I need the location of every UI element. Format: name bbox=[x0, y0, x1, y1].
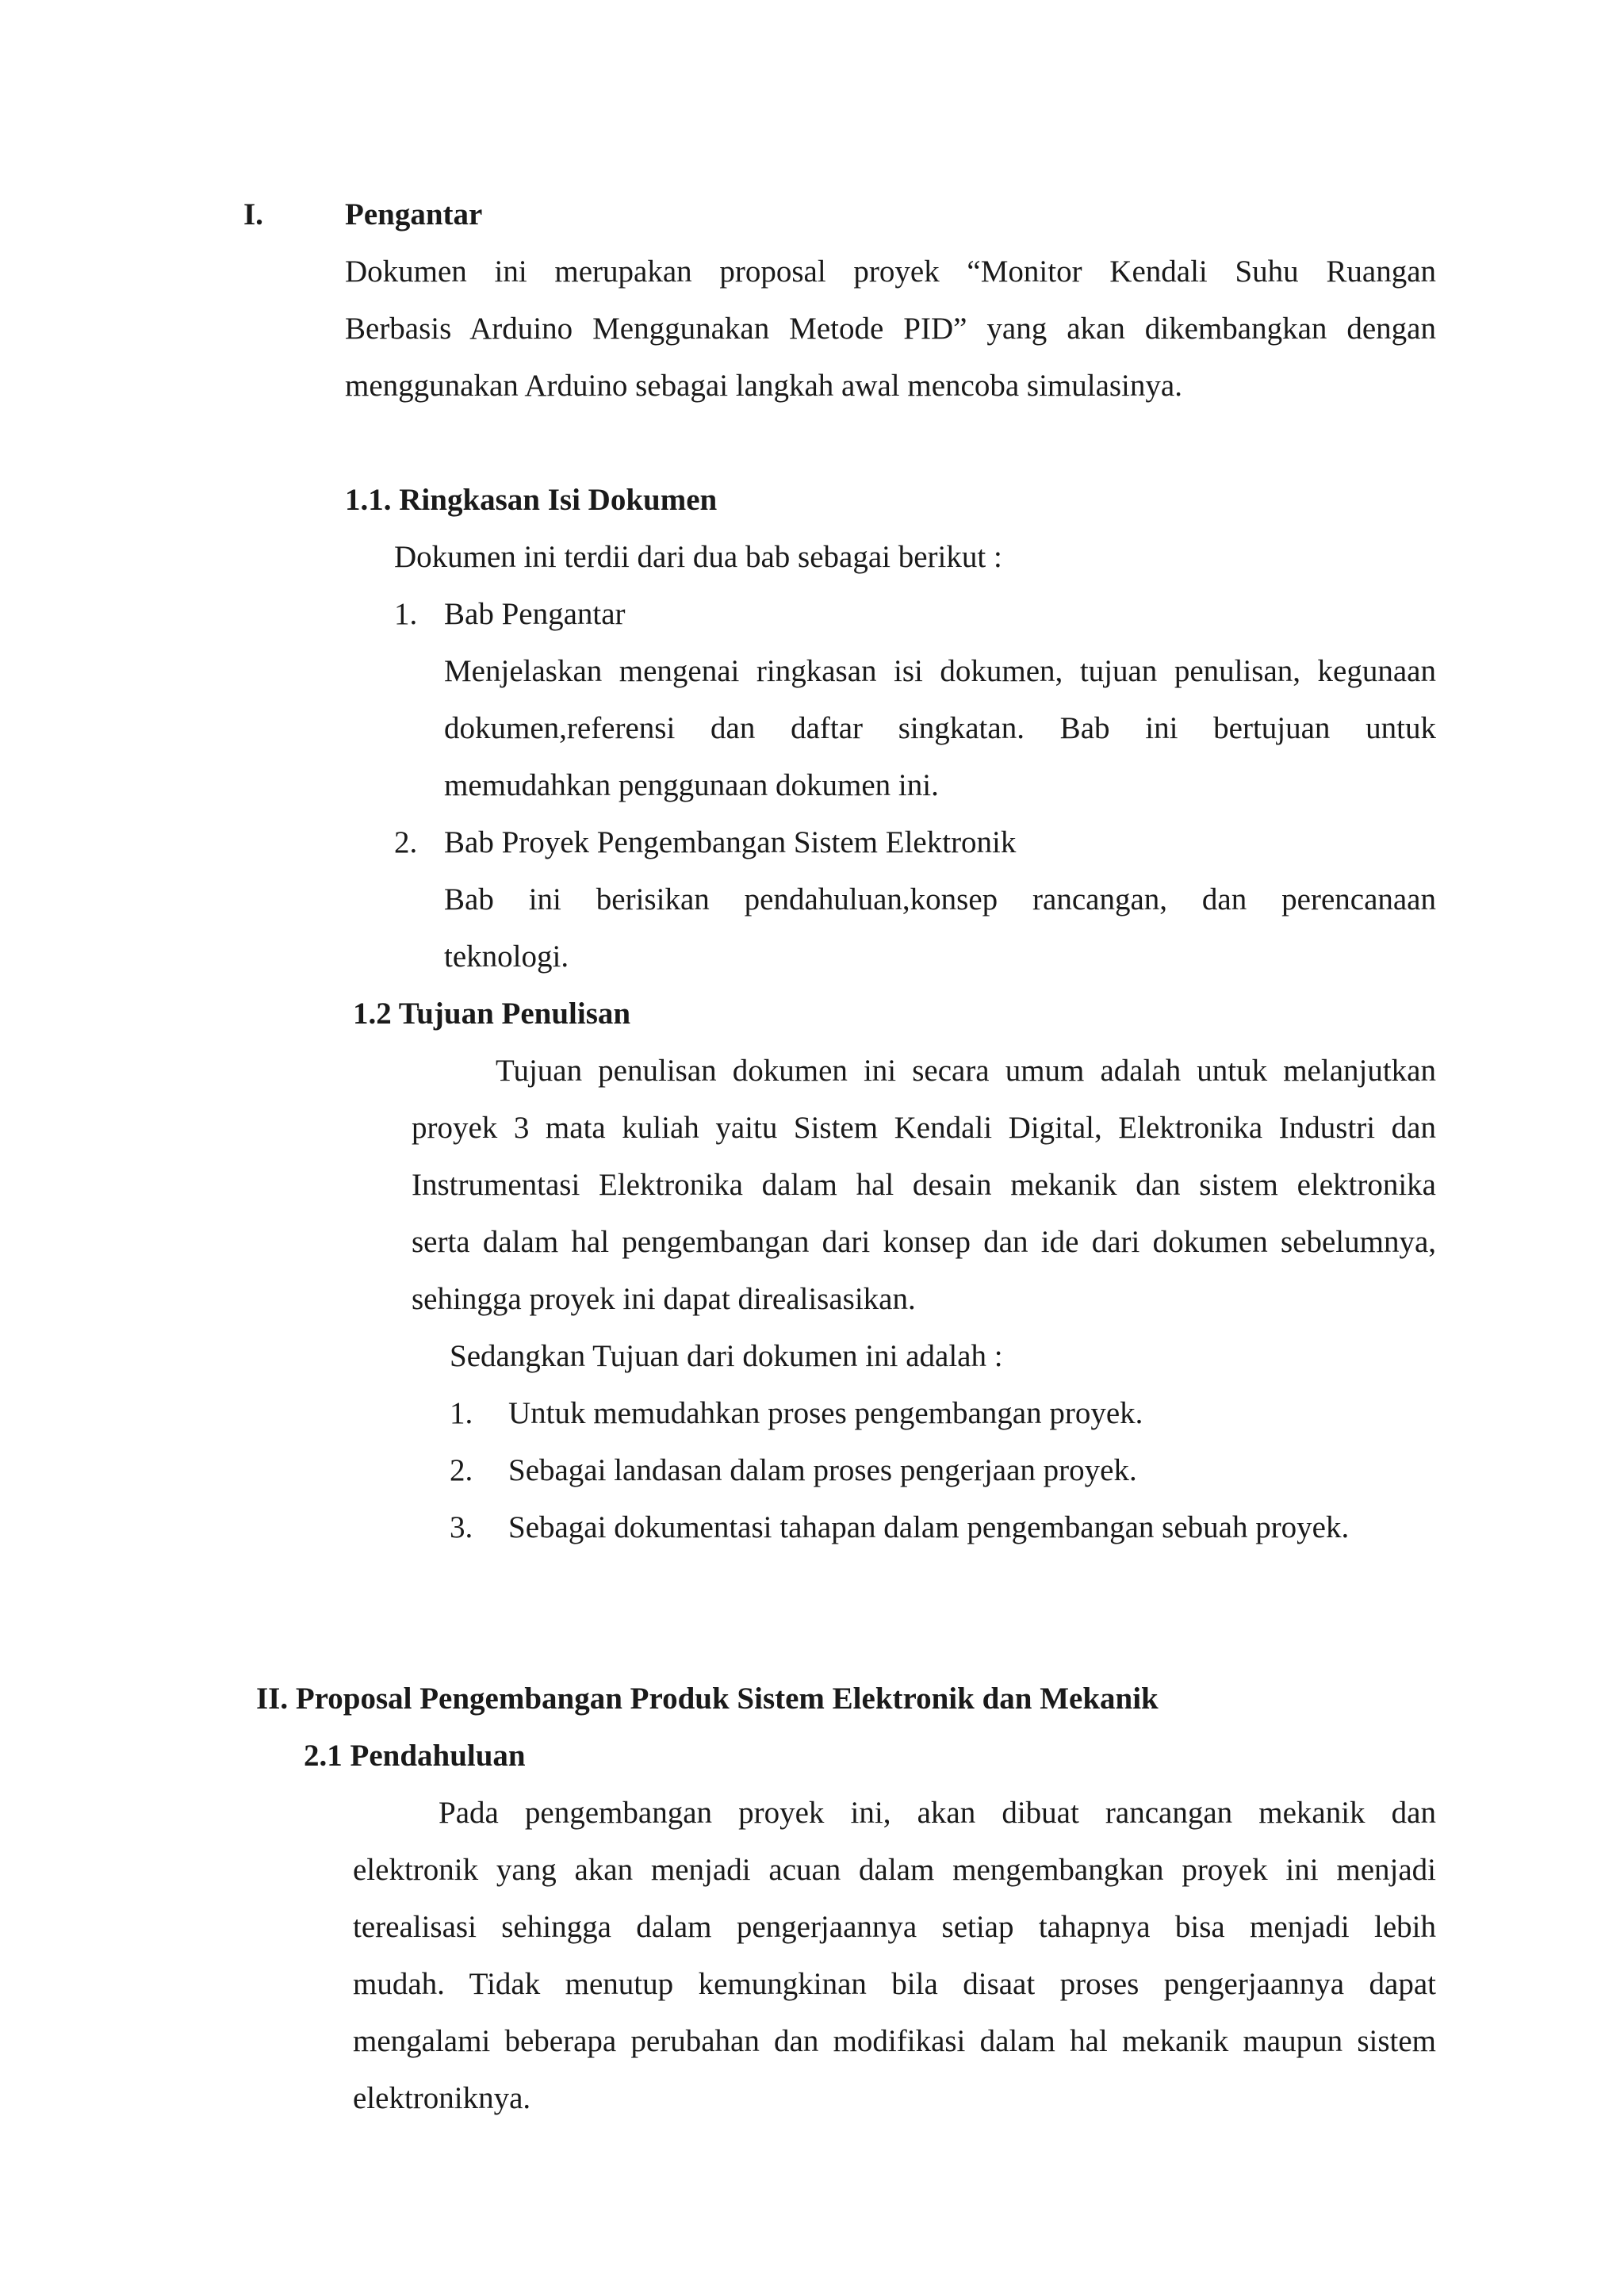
subsection-1-2-paragraph-line-3: Instrumentasi Elektronika dalam hal desain mekanik dan sistem elektronika bbox=[412, 1168, 1436, 1202]
list-item-number: 1. bbox=[450, 1396, 473, 1430]
subsection-1-2-paragraph-line-2: proyek 3 mata kuliah yaitu Sistem Kendali Digital, Elektronika Industri dan bbox=[412, 1111, 1436, 1145]
subsection-1-1-intro: Dokumen ini terdii dari dua bab sebagai berikut : bbox=[394, 540, 1002, 574]
section-1-paragraph-line-3: menggunakan Arduino sebagai langkah awal mencoba simulasinya. bbox=[345, 369, 1182, 403]
list-item-title: Bab Pengantar bbox=[444, 597, 626, 631]
list-item-description-line-3: memudahkan penggunaan dokumen ini. bbox=[444, 768, 939, 802]
subsection-1-1-heading: 1.1. Ringkasan Isi Dokumen bbox=[345, 483, 718, 517]
list-item-description-line-1: Bab ini berisikan pendahuluan,konsep rancangan, dan perencanaan bbox=[444, 882, 1436, 916]
subsection-1-2-paragraph-line-1: Tujuan penulisan dokumen ini secara umum adalah untuk melanjutkan bbox=[496, 1054, 1436, 1088]
list-item-number: 2. bbox=[394, 825, 418, 859]
section-1-paragraph-line-1: Dokumen ini merupakan proposal proyek “Monitor Kendali Suhu Ruangan bbox=[345, 254, 1436, 289]
subsection-2-1-paragraph-line-1: Pada pengembangan proyek ini, akan dibuat rancangan mekanik dan bbox=[439, 1796, 1436, 1830]
subsection-1-2-paragraph-line-4: serta dalam hal pengembangan dari konsep dan ide dari dokumen sebelumnya, bbox=[412, 1225, 1436, 1259]
section-1-number: I. bbox=[243, 197, 263, 232]
list-item-description-line-2: teknologi. bbox=[444, 939, 569, 974]
section-2-title: II. Proposal Pengembangan Produk Sistem Elektronik dan Mekanik bbox=[256, 1682, 1159, 1716]
section-1-paragraph-line-2: Berbasis Arduino Menggunakan Metode PID” yang akan dikembangkan dengan bbox=[345, 312, 1436, 346]
list-item-number: 1. bbox=[394, 597, 418, 631]
subsection-2-1-paragraph-line-3: terealisasi sehingga dalam pengerjaannya setiap tahapnya bisa menjadi lebih bbox=[353, 1910, 1436, 1944]
subsection-2-1-paragraph-line-5: mengalami beberapa perubahan dan modifikasi dalam hal mekanik maupun sistem bbox=[353, 2024, 1436, 2058]
list-item-number: 3. bbox=[450, 1510, 473, 1544]
subsection-1-2-paragraph-line-5: sehingga proyek ini dapat direalisasikan. bbox=[412, 1282, 916, 1316]
list-item-text: Untuk memudahkan proses pengembangan proyek. bbox=[508, 1396, 1143, 1430]
list-item-title: Bab Proyek Pengembangan Sistem Elektronik bbox=[444, 825, 1017, 859]
subsection-1-2-heading: 1.2 Tujuan Penulisan bbox=[353, 997, 631, 1031]
list-item-description-line-2: dokumen,referensi dan daftar singkatan. Bab ini bertujuan untuk bbox=[444, 711, 1436, 745]
subsection-2-1-paragraph-line-4: mudah. Tidak menutup kemungkinan bila disaat proses pengerjaannya dapat bbox=[353, 1967, 1436, 2001]
list-item-number: 2. bbox=[450, 1453, 473, 1487]
list-item-description-line-1: Menjelaskan mengenai ringkasan isi dokumen, tujuan penulisan, kegunaan bbox=[444, 654, 1436, 688]
list-item-text: Sebagai landasan dalam proses pengerjaan proyek. bbox=[508, 1453, 1137, 1487]
section-1-title: Pengantar bbox=[345, 197, 483, 232]
subsection-2-1-paragraph-line-6: elektroniknya. bbox=[353, 2081, 531, 2115]
list-item-text: Sebagai dokumentasi tahapan dalam pengembangan sebuah proyek. bbox=[508, 1510, 1350, 1544]
subsection-2-1-paragraph-line-2: elektronik yang akan menjadi acuan dalam mengembangkan proyek ini menjadi bbox=[353, 1853, 1436, 1887]
subsection-2-1-heading: 2.1 Pendahuluan bbox=[304, 1739, 526, 1773]
subsection-1-2-intro: Sedangkan Tujuan dari dokumen ini adalah : bbox=[450, 1339, 1003, 1373]
